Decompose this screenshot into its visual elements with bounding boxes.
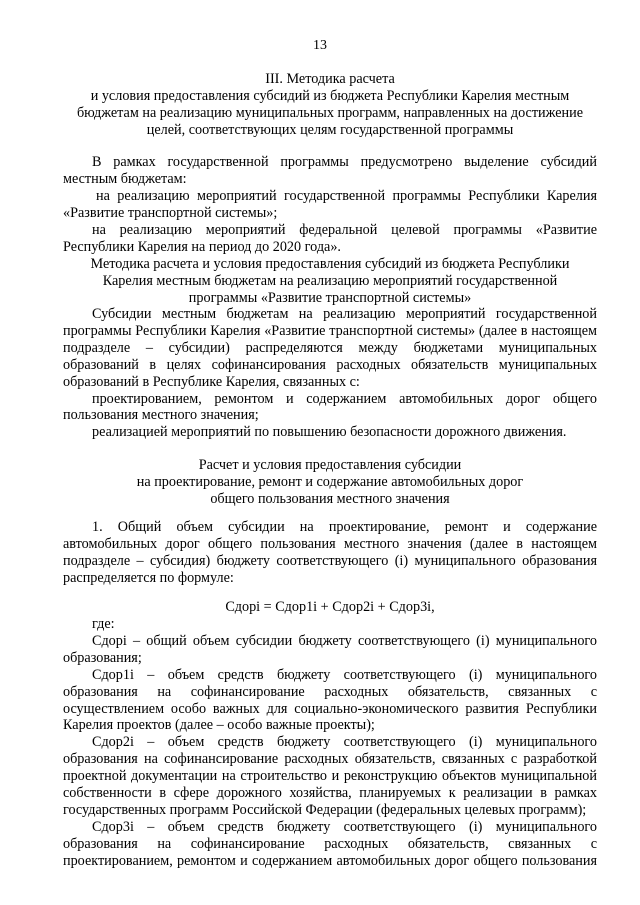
subsection1-body-line: программы Республики Карелия «Развитие транспортной системы» (далее в настоящем (63, 322, 597, 339)
intro-line: местным бюджетам: (63, 170, 187, 187)
subsection1-body-line: образований в Республике Карелия, связанных с: (63, 373, 360, 390)
section-title-line: бюджетам на реализацию муниципальных программ, направленных на достижение (76, 104, 584, 121)
definition-line: образования; (63, 649, 142, 666)
section-title-line: целей, соответствующих целям государственной программы (146, 121, 514, 138)
definition-line: проектированием, ремонтом и содержанием автомобильных дорог общего пользования (63, 852, 597, 869)
page-number: 13 (313, 38, 327, 53)
subsection2-title-line: на проектирование, ремонт и содержание автомобильных дорог (136, 473, 524, 490)
section-title-line: III. Методика расчета (265, 71, 395, 87)
subsection1-body-line: пользования местного значения; (63, 407, 259, 424)
definition-line: Сдор3i – объем средств бюджету соответствующего (i) муниципального (92, 818, 597, 835)
subsection1-body-line: подразделе – субсидии) распределяются между бюджетами муниципальных (63, 339, 597, 356)
subsection1-title-line: Методика расчета и условия предоставления субсидий из бюджета Республики (90, 256, 570, 272)
subsection1-title-line: программы «Развитие транспортной системы» (188, 289, 472, 306)
paragraph-1-line: подразделе – субсидия) бюджету соответствующего (i) муниципального образования (63, 552, 597, 569)
section-title (63, 71, 597, 139)
intro-line: на реализацию мероприятий федеральной целевой программы «Развитие (92, 221, 597, 238)
subsection2-title (63, 457, 597, 508)
subsection1-body-line: проектированием, ремонтом и содержанием автомобильных дорог общего (92, 390, 597, 407)
subsection2-title-line: общего пользования местного значения (210, 490, 450, 507)
section-title-line: и условия предоставления субсидий из бюджета Республики Карелия местным (90, 87, 570, 104)
definition-line: Сдор2i – объем средств бюджету соответствующего (i) муниципального (92, 734, 597, 751)
subsection1-title (63, 256, 597, 307)
definitions (63, 616, 597, 870)
subsection1-body-line: образований в целях софинансирования расходных обязательств муниципальных (63, 356, 597, 373)
paragraph-1-line: 1. Общий объем субсидии на проектирование, ремонт и содержание (92, 519, 597, 535)
subsection2-title-line: Расчет и условия предоставления субсидии (198, 457, 462, 473)
definition-line: проектной документации на строительство и реконструкцию объектов муниципальной (63, 768, 597, 785)
subsection1-title-line: Карелия местным бюджетам на реализацию мероприятий государственной (102, 272, 558, 289)
intro-line: В рамках государственной программы предусмотрено выделение субсидий (92, 154, 597, 170)
subsection1-body-line: реализацией мероприятий по повышению безопасности дорожного движения. (92, 424, 567, 441)
intro-line: на реализацию мероприятий государственной программы Республики Карелия (96, 187, 597, 204)
definition-line: образования на софинансирование расходных обязательств, связанных с разработкой (63, 751, 597, 768)
definition-line: образования на софинансирование расходных обязательств, связанных с (63, 683, 597, 700)
definition-line: государственных программ Российской Федерации (федеральных целевых программ); (63, 801, 587, 818)
definition-line: где: (92, 616, 115, 632)
intro-line: «Развитие транспортной системы»; (63, 204, 278, 221)
definition-line: осуществлением особо важных для социально-экономического развития Республики (63, 700, 597, 717)
definition-line: собственности в сфере дорожного хозяйства, планируемых к реализации в рамках (63, 785, 597, 802)
formula: Сдорi = Сдор1i + Сдор2i + Сдор3i, (225, 599, 435, 615)
definition-line: образования на софинансирование расходных обязательств, связанных с (63, 835, 597, 852)
intro-line: Республики Карелия на период до 2020 года». (63, 238, 341, 255)
definition-line: Сдорi – общий объем субсидии бюджету соответствующего (i) муниципального (92, 632, 597, 649)
paragraph-1-line: автомобильных дорог общего пользования местного значения (далее в настоящем (63, 535, 597, 552)
paragraph-1 (63, 519, 597, 587)
definition-line: Сдор1i – объем средств бюджету соответствующего (i) муниципального (92, 666, 597, 683)
definition-line: Карелия проектов (далее – особо важные проекты); (63, 717, 375, 734)
paragraph-1-line: распределяется по формуле: (63, 569, 234, 586)
intro-paragraphs (63, 154, 597, 255)
subsection1-body-line: Субсидии местным бюджетам на реализацию мероприятий государственной (92, 306, 597, 322)
subsection1-body (63, 306, 597, 441)
